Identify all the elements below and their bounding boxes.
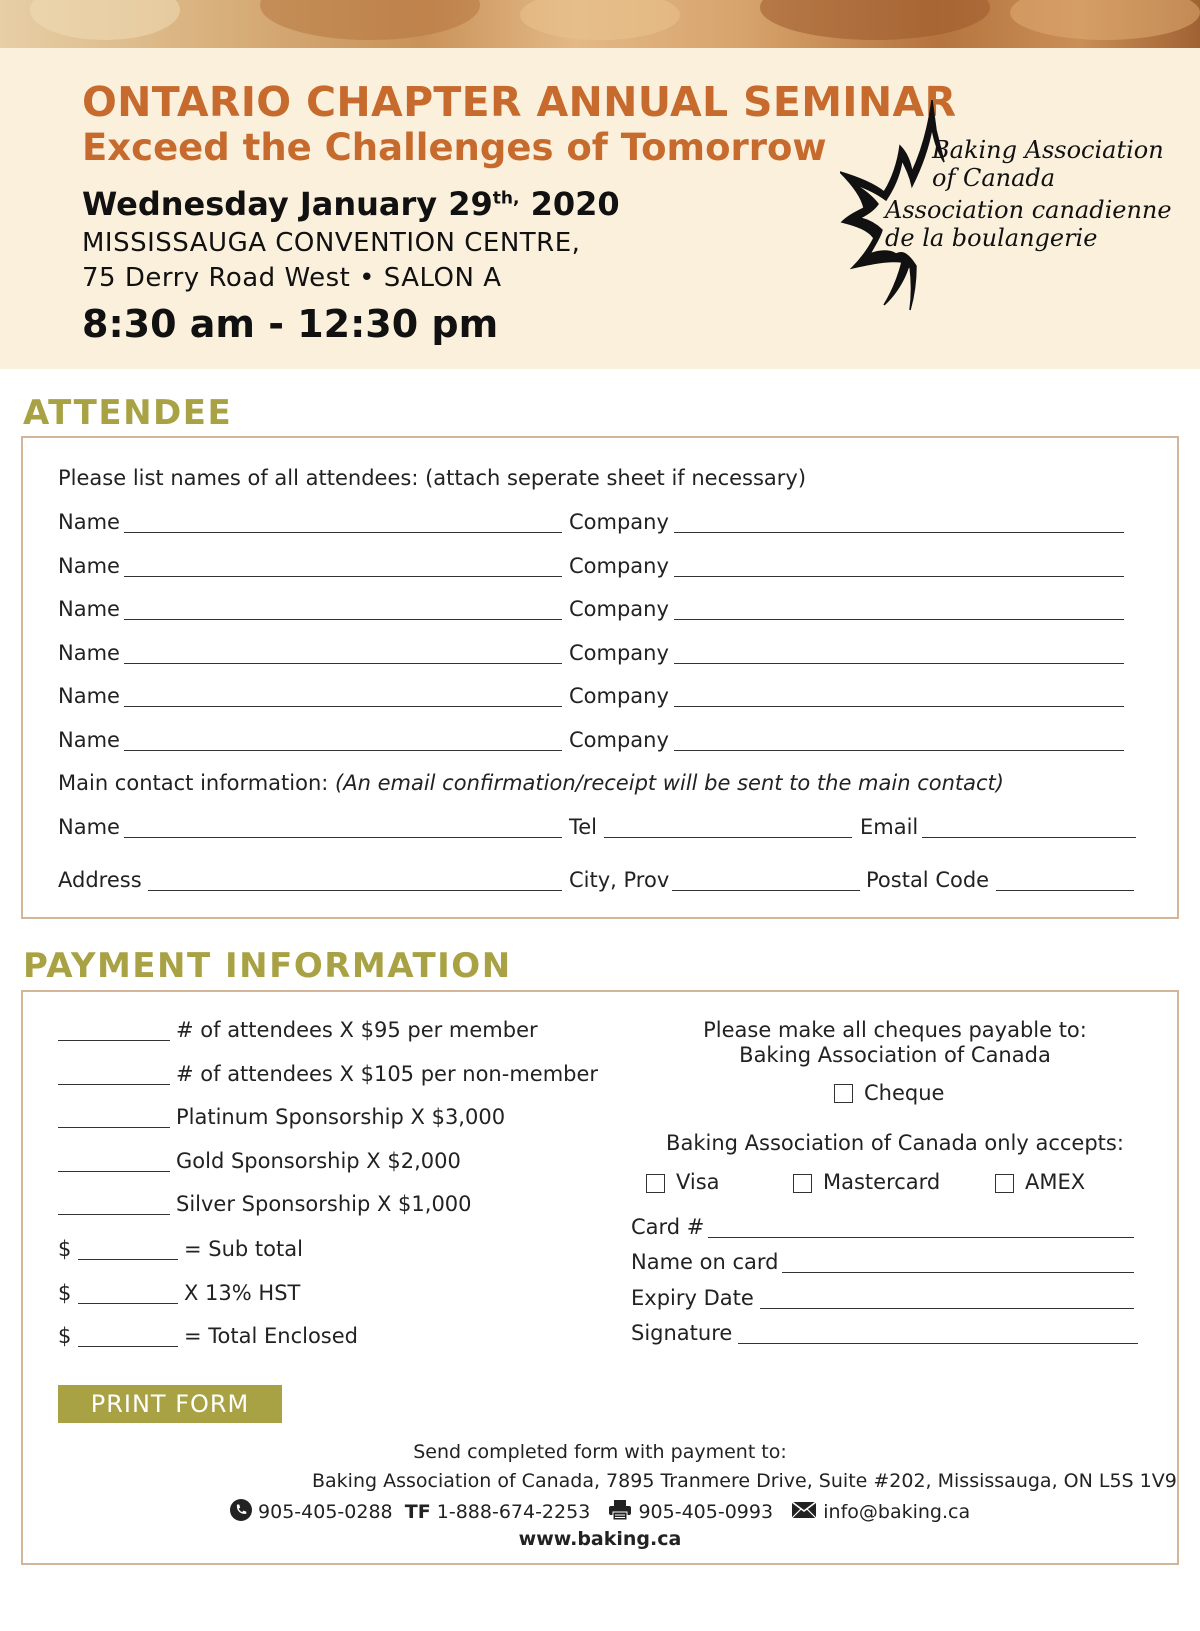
event-time: 8:30 am - 12:30 pm <box>82 302 499 346</box>
payment-item-label: Platinum Sponsorship X $3,000 <box>176 1105 506 1129</box>
hst-label: X 13% HST <box>184 1281 301 1305</box>
attendee-name-field[interactable] <box>124 750 562 751</box>
subtotal-label: = Sub total <box>184 1237 303 1261</box>
attendee-company-label: Company <box>569 684 669 708</box>
payment-item-label: Gold Sponsorship X $2,000 <box>176 1149 461 1173</box>
attendee-name-label: Name <box>58 684 120 708</box>
seminar-subtitle: Exceed the Challenges of Tomorrow <box>82 126 827 169</box>
payment-section-title: PAYMENT INFORMATION <box>23 946 512 986</box>
venue-line-1: MISSISSAUGA CONVENTION CENTRE, <box>82 228 581 258</box>
baking-association-logo <box>840 100 1180 325</box>
attendee-company-field[interactable] <box>674 663 1124 664</box>
email-label: Email <box>860 815 919 839</box>
phone-number: 905-405-0288 <box>258 1501 393 1523</box>
payment-qty-field[interactable] <box>58 1214 170 1215</box>
attendee-company-label: Company <box>569 641 669 665</box>
attendee-section-title: ATTENDEE <box>23 393 233 433</box>
attendee-company-label: Company <box>569 510 669 534</box>
attendee-name-field[interactable] <box>124 663 562 664</box>
postal-code-label: Postal Code <box>866 868 990 892</box>
bread-banner-image <box>0 0 1200 48</box>
tollfree-label: TF <box>404 1501 431 1523</box>
visa-label: Visa <box>676 1170 720 1194</box>
payment-qty-field[interactable] <box>58 1127 170 1128</box>
visa-checkbox[interactable] <box>646 1174 665 1193</box>
address-label: Address <box>58 868 142 892</box>
signature-field[interactable] <box>738 1343 1138 1344</box>
event-date: Wednesday January $29^{th,}$ 2020 <box>82 185 620 223</box>
attendee-name-label: Name <box>58 641 120 665</box>
contact-name-label: Name <box>58 815 120 839</box>
logo-text-fr-1: Association canadienne <box>885 196 1172 224</box>
hst-field[interactable] <box>78 1303 178 1304</box>
name-on-card-label: Name on card <box>631 1250 779 1274</box>
email-field[interactable] <box>922 837 1136 838</box>
attendee-name-field[interactable] <box>124 576 562 577</box>
payment-qty-field[interactable] <box>58 1084 170 1085</box>
attendee-company-field[interactable] <box>674 706 1124 707</box>
contact-name-field[interactable] <box>124 837 562 838</box>
attendee-company-label: Company <box>569 728 669 752</box>
signature-label: Signature <box>631 1321 733 1345</box>
city-prov-label: City, Prov <box>569 868 670 892</box>
attendee-company-field[interactable] <box>674 576 1124 577</box>
address-field[interactable] <box>148 890 562 891</box>
fax-icon <box>608 1499 632 1526</box>
attendee-company-field[interactable] <box>674 619 1124 620</box>
cheque-checkbox[interactable] <box>834 1084 853 1103</box>
total-label: = Total Enclosed <box>184 1324 358 1348</box>
tollfree-number: 1-888-674-2253 <box>436 1501 591 1523</box>
name-on-card-field[interactable] <box>782 1272 1134 1273</box>
amex-label: AMEX <box>1025 1170 1086 1194</box>
cheque-label: Cheque <box>864 1081 945 1105</box>
cheque-payable-line: Please make all cheques payable to: <box>703 1018 1087 1042</box>
card-number-label: Card # <box>631 1215 705 1239</box>
logo-text-en-2: of Canada <box>932 164 1056 192</box>
attendee-company-field[interactable] <box>674 750 1124 751</box>
attendee-name-field[interactable] <box>124 706 562 707</box>
payment-qty-field[interactable] <box>58 1171 170 1172</box>
mailing-address: Baking Association of Canada, 7895 Tranmere Drive, Suite #202, Mississauga, ON L5S 1V9 <box>312 1470 1177 1492</box>
mastercard-label: Mastercard <box>823 1170 941 1194</box>
tel-field[interactable] <box>604 837 852 838</box>
logo-text-en-1: Baking Association <box>932 136 1164 164</box>
card-number-field[interactable] <box>708 1237 1134 1238</box>
total-currency: $ <box>58 1324 72 1348</box>
total-field[interactable] <box>78 1346 178 1347</box>
attendee-name-label: Name <box>58 510 120 534</box>
attendee-name-field[interactable] <box>124 619 562 620</box>
city-prov-field[interactable] <box>672 890 860 891</box>
logo-text-fr-2: de la boulangerie <box>885 224 1098 252</box>
attendee-name-label: Name <box>58 728 120 752</box>
mastercard-checkbox[interactable] <box>793 1174 812 1193</box>
expiry-date-label: Expiry Date <box>631 1286 754 1310</box>
print-form-button[interactable]: PRINT FORM <box>58 1385 282 1423</box>
seminar-title: ONTARIO CHAPTER ANNUAL SEMINAR <box>82 78 957 126</box>
payment-item-label: # of attendees X $105 per non-member <box>176 1062 599 1086</box>
attendee-name-label: Name <box>58 597 120 621</box>
fax-number: 905-405-0993 <box>638 1501 774 1523</box>
subtotal-currency: $ <box>58 1237 72 1261</box>
expiry-date-field[interactable] <box>760 1308 1134 1309</box>
hst-currency: $ <box>58 1281 72 1305</box>
attendee-company-field[interactable] <box>674 532 1124 533</box>
website-link[interactable]: www.baking.ca <box>518 1528 682 1550</box>
payment-item-label: # of attendees X $95 per member <box>176 1018 538 1042</box>
attendee-name-field[interactable] <box>124 532 562 533</box>
send-instruction: Send completed form with payment to: <box>413 1441 787 1463</box>
envelope-icon <box>791 1501 817 1524</box>
phone-icon <box>230 1499 252 1526</box>
cheque-payee: Baking Association of Canada <box>739 1043 1051 1067</box>
main-contact-heading: Main contact information: (An email confirmation/receipt will be sent to the main contact) <box>58 771 1004 795</box>
venue-line-2: 75 Derry Road West • SALON A <box>82 263 502 293</box>
attendee-company-label: Company <box>569 554 669 578</box>
payment-qty-field[interactable] <box>58 1040 170 1041</box>
tel-label: Tel <box>569 815 598 839</box>
attendee-box <box>21 436 1179 919</box>
contact-line <box>230 1499 970 1526</box>
attendee-instruction: Please list names of all attendees: (attach seperate sheet if necessary) <box>58 466 807 490</box>
amex-checkbox[interactable] <box>995 1174 1014 1193</box>
accepted-cards-heading: Baking Association of Canada only accepts: <box>666 1131 1124 1155</box>
email-link[interactable]: info@baking.ca <box>823 1501 971 1523</box>
subtotal-field[interactable] <box>78 1259 178 1260</box>
postal-code-field[interactable] <box>996 890 1134 891</box>
attendee-name-label: Name <box>58 554 120 578</box>
payment-item-label: Silver Sponsorship X $1,000 <box>176 1192 472 1216</box>
attendee-company-label: Company <box>569 597 669 621</box>
